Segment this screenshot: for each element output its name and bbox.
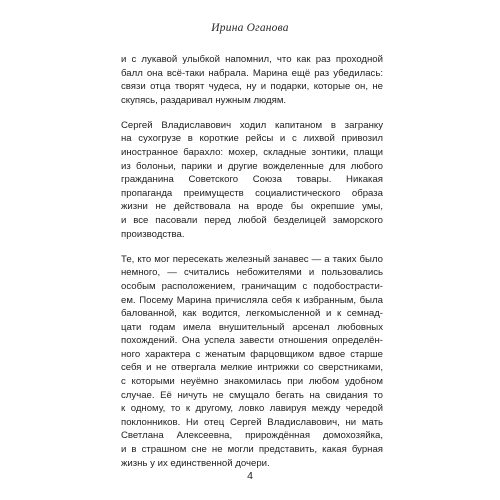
text-line: немного, — считались небожителями и пользовались — [121, 267, 383, 279]
paragraph — [121, 53, 383, 107]
text-line: на сухогрузе в короткие рейсы и с лихвой привозил — [121, 133, 383, 145]
text-line: особым расположением, граничащим с подобострасти- — [121, 280, 383, 292]
text-line: случае. Её ничуть не смущало бегать на свидания то — [121, 389, 383, 401]
text-line: и с лукавой улыбкой напомнил, что как раз проходной — [121, 54, 383, 65]
running-head: Ирина Оганова — [211, 22, 289, 34]
text-line: пропаганда преимуществ социалистического образа — [121, 187, 383, 199]
text-line: иностранное барахло: мохер, складные зонтики, плащи — [121, 147, 383, 159]
text-line: скупясь, раздаривал нужным людям. — [121, 94, 287, 106]
paragraph — [121, 119, 383, 241]
text-line: поклонников. Ни отец Сергей Владиславович, ни мать — [121, 416, 383, 428]
text-line: Те, кто мог пересекать железный занавес — а таких было — [121, 253, 383, 265]
text-line: гражданина Советского Союза товары. Никакая — [121, 174, 383, 186]
text-line: жизни не действовала на вроде бы окрепшие умы, — [121, 201, 383, 213]
text-line: с которыми неуёмно знакомилась при любом удобном — [121, 376, 383, 388]
text-line: и в страшном сне не могли представить, какая бурная — [121, 444, 383, 456]
text-line: из болоньи, парики и другие вожделенные для любого — [121, 160, 383, 172]
text-line: Светлана Алексеевна, прирождённая домохозяйка, — [121, 430, 383, 442]
text-line: цати годам имела внушительный арсенал любовных — [121, 321, 383, 333]
text-line: жизнь у их единственной дочери. — [121, 457, 270, 469]
text-line: балованной, как водится, легкомысленной и к семнад- — [121, 308, 383, 320]
text-line: связи отца творят чудеса, ну и подарки, которые он, не — [121, 81, 383, 93]
text-line: к одному, то к другому, ловко лавируя между чередой — [121, 403, 383, 415]
page-number: 4 — [247, 470, 253, 482]
text-line: похождений. Она успела завести отношения определён- — [121, 335, 383, 347]
text-line: балл она всё-таки набрала. Марина ещё раз убедилась: — [121, 67, 383, 79]
text-line: и все пасовали перед любой безделицей заморского — [121, 215, 383, 227]
text-line: себя и не отвергала мелкие интрижки со сверстниками, — [121, 362, 383, 374]
text-line: производства. — [121, 228, 185, 240]
text-line: ем. Посему Марина причисляла себя к избранным, была — [121, 294, 383, 306]
text-line: Сергей Владиславович ходил капитаном в загранку — [121, 119, 383, 131]
body-text — [121, 53, 383, 482]
paragraph — [121, 253, 383, 471]
text-line: ного характера с женатым фарцовщиком вдвое старше — [121, 348, 383, 360]
